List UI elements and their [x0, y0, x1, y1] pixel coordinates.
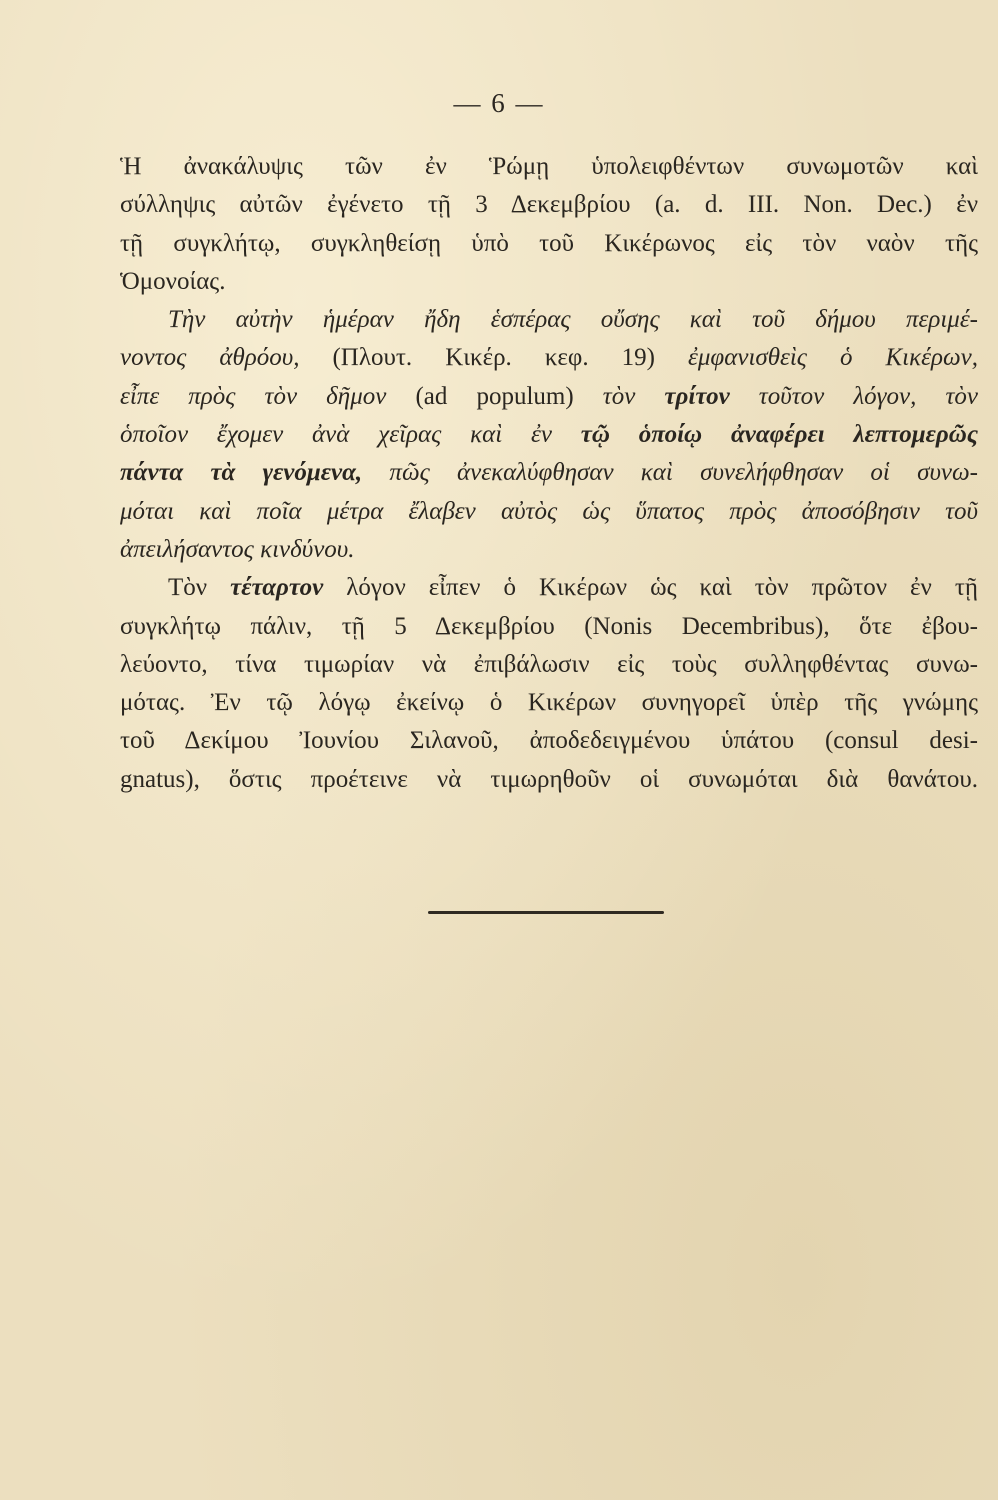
italic-run: ἐμφανισθεὶς ὁ Κικέρων,: [688, 344, 978, 372]
text-run: (Πλουτ. Κικέρ. κεφ. 19): [332, 344, 688, 372]
bold-italic-run: τρίτον: [664, 382, 759, 410]
text-run: σύλληψις αὐτῶν ἐγένετο τῇ 3 Δεκεμβρίου (a. d. III. Non. Dec.) ἐν: [120, 191, 978, 219]
italic-run: πῶς ἀνεκαλύφθησαν καὶ συνελήφθησαν οἱ συνω-: [389, 459, 978, 487]
text-line-2: [120, 186, 978, 224]
text-line-12: [120, 569, 978, 607]
text-line-4: [120, 263, 978, 301]
text-run: (ad populum): [415, 382, 603, 410]
text-line-11: [120, 531, 978, 569]
italic-run: εἶπε πρὸς τὸν δῆμον: [120, 382, 416, 410]
text-run: Ἡ ἀνακάλυψις τῶν ἐν Ῥώμῃ ὑπολειφθέντων συνωμοτῶν καὶ: [120, 153, 978, 180]
text-run: τοῦ Δεκίμου Ἰουνίου Σιλανοῦ, ἀποδεδειγμένου ὑπάτου (consul desi-: [120, 727, 978, 755]
text-line-5: [120, 301, 978, 339]
text-line-1: [120, 148, 978, 186]
italic-run: μόται καὶ ποῖα μέτρα ἔλαβεν αὐτὸς ὡς ὕπατος πρὸς ἀποσόβησιν τοῦ: [120, 497, 978, 525]
text-line-16: [120, 722, 978, 760]
section-rule: [428, 911, 664, 914]
text-line-15: [120, 684, 978, 722]
bold-italic-run: πάντα τὰ γενόμενα,: [120, 459, 390, 487]
body-text: [120, 148, 978, 799]
text-line-9: [120, 454, 978, 492]
italic-run: ὁποῖον ἔχομεν ἀνὰ χεῖρας καὶ ἐν: [120, 421, 581, 449]
text-run: Ὁμονοίας.: [120, 267, 226, 295]
text-run: μότας. Ἐν τῷ λόγῳ ἐκείνῳ ὁ Κικέρων συνηγορεῖ ὑπὲρ τῆς γνώμης: [120, 689, 978, 717]
text-line-10: [120, 493, 978, 531]
text-line-6: [120, 339, 978, 377]
text-line-3: [120, 225, 978, 263]
italic-run: ἀπειλήσαντος κινδύνου.: [120, 535, 355, 563]
text-run: Τὸν: [168, 574, 231, 602]
text-run: τῇ συγκλήτῳ, συγκληθείσῃ ὑπὸ τοῦ Κικέρωνος εἰς τὸν ναὸν τῆς: [120, 229, 978, 257]
text-line-13: [120, 608, 978, 646]
text-line-8: [120, 416, 978, 454]
text-run: λόγον εἶπεν ὁ Κικέρων ὡς καὶ τὸν πρῶτον ἐν τῇ: [346, 574, 978, 602]
bold-italic-run: τῷ ὁποίῳ ἀναφέρει λεπτομερῶς: [580, 421, 978, 449]
text-run: λεύοντο, τίνα τιμωρίαν νὰ ἐπιβάλωσιν εἰς τοὺς συλληφθέντας συνω-: [120, 650, 978, 678]
italic-run: Τὴν αὐτὴν ἡμέραν ἤδη ἑσπέρας οὔσης καὶ τοῦ δήμου περιμέ-: [168, 306, 978, 334]
text-run: gnatus), ὅστις προέτεινε νὰ τιμωρηθοῦν οἱ συνωμόται διὰ θανάτου.: [120, 765, 978, 793]
text-run: συγκλήτῳ πάλιν, τῇ 5 Δεκεμβρίου (Nonis Decembribus), ὅτε ἐβου-: [120, 612, 978, 640]
italic-run: νοντος ἀθρόου,: [120, 344, 333, 372]
bold-italic-run: τέταρτον: [230, 574, 347, 602]
text-line-7: [120, 378, 978, 416]
italic-run: τοῦτον λόγον, τὸν: [758, 382, 978, 410]
page-number: — 6 —: [453, 88, 545, 118]
text-line-17: [120, 761, 978, 799]
text-line-14: [120, 646, 978, 684]
italic-run: τὸν: [602, 382, 665, 410]
